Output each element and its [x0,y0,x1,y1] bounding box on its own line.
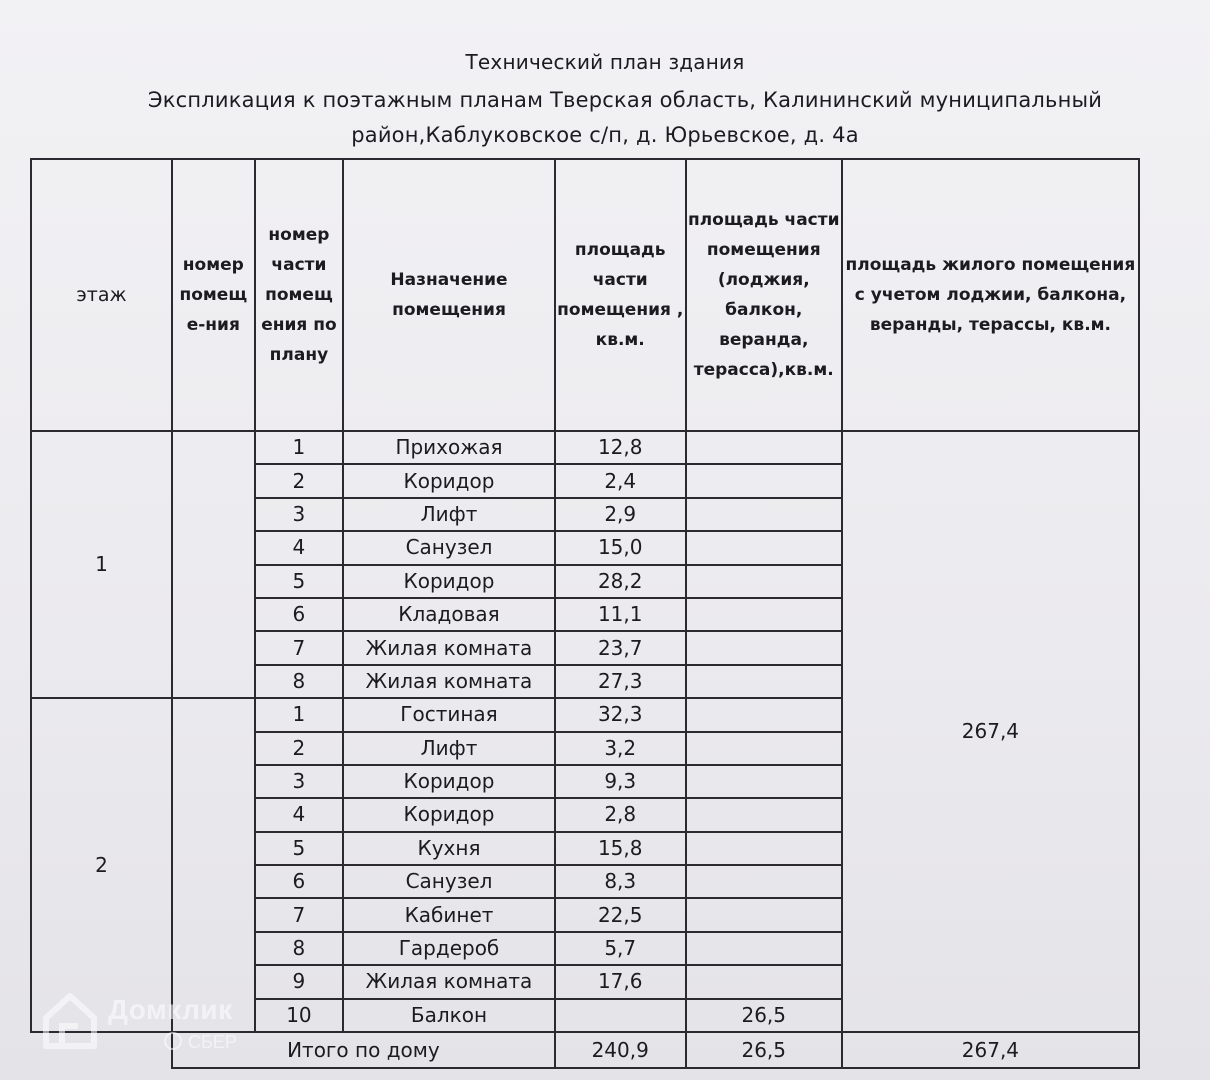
balcony-area-cell [686,865,842,898]
part-area-cell: 22,5 [555,898,686,931]
living-area-total-cell: 267,4 [842,431,1139,1032]
explication-table [30,158,1140,1069]
part-number-cell: 9 [255,965,344,998]
purpose-cell: Коридор [343,565,555,598]
balcony-area-cell [686,464,842,497]
header-room-number: номер помещ е-ния [172,159,255,431]
header-purpose: Назначение помещения [343,159,555,431]
part-number-cell: 5 [255,832,344,865]
part-area-cell: 9,3 [555,765,686,798]
part-area-cell: 5,7 [555,932,686,965]
floor-cell: 1 [31,431,172,698]
part-number-cell: 2 [255,732,344,765]
floor-cell: 2 [31,698,172,1032]
balcony-area-cell [686,932,842,965]
part-number-cell: 2 [255,464,344,497]
totals-living: 267,4 [842,1032,1139,1068]
part-number-cell: 8 [255,665,344,698]
part-area-cell: 8,3 [555,865,686,898]
part-area-cell: 27,3 [555,665,686,698]
part-area-cell: 12,8 [555,431,686,464]
purpose-cell: Кабинет [343,898,555,931]
balcony-area-cell [686,598,842,631]
part-area-cell [555,999,686,1032]
part-area-cell: 15,8 [555,832,686,865]
part-number-cell: 8 [255,932,344,965]
room-number-cell [172,698,255,1032]
part-area-cell: 17,6 [555,965,686,998]
sber-logo-icon [164,1032,182,1050]
balcony-area-cell [686,798,842,831]
purpose-cell: Коридор [343,798,555,831]
purpose-cell: Лифт [343,498,555,531]
part-number-cell: 7 [255,898,344,931]
purpose-cell: Жилая комната [343,665,555,698]
table-row [31,431,1139,464]
purpose-cell: Санузел [343,865,555,898]
balcony-area-cell [686,531,842,564]
document-subtitle-line-2: район,Каблуковское с/п, д. Юрьевское, д. 4а [351,123,859,147]
part-area-cell: 15,0 [555,531,686,564]
header-part-number: номер части помещ ения по плану [255,159,344,431]
header-floor: этаж [31,159,172,431]
balcony-area-cell [686,431,842,464]
purpose-cell: Жилая комната [343,631,555,664]
purpose-cell: Жилая комната [343,965,555,998]
part-number-cell: 6 [255,598,344,631]
balcony-area-cell [686,498,842,531]
table-body [31,431,1139,1068]
purpose-cell: Коридор [343,765,555,798]
room-number-cell [172,431,255,698]
part-area-cell: 2,4 [555,464,686,497]
watermark-brand: Домклик [108,994,233,1025]
part-area-cell: 32,3 [555,698,686,731]
part-area-cell: 2,9 [555,498,686,531]
part-number-cell: 4 [255,531,344,564]
balcony-area-cell [686,732,842,765]
part-number-cell: 3 [255,498,344,531]
document-subtitle-line-1: Экспликация к поэтажным планам Тверская область, Калининский муниципальный [147,88,1103,112]
part-number-cell: 4 [255,798,344,831]
totals-area: 240,9 [555,1032,686,1068]
purpose-cell: Коридор [343,464,555,497]
header-part-area: площадь части помещения , кв.м. [555,159,686,431]
balcony-area-cell: 26,5 [686,999,842,1032]
totals-label: Итого по дому [172,1032,555,1068]
part-area-cell: 28,2 [555,565,686,598]
purpose-cell: Санузел [343,531,555,564]
header-balcony-area: площадь части помещения (лоджия, балкон, веранда, терасса),кв.м. [686,159,842,431]
purpose-cell: Гардероб [343,932,555,965]
purpose-cell: Гостиная [343,698,555,731]
purpose-cell: Кухня [343,832,555,865]
part-number-cell: 10 [255,999,344,1032]
balcony-area-cell [686,965,842,998]
part-number-cell: 6 [255,865,344,898]
balcony-area-cell [686,898,842,931]
table-header-row [31,159,1139,431]
balcony-area-cell [686,665,842,698]
document-title: Технический план здания [465,50,745,74]
purpose-cell: Балкон [343,999,555,1032]
domclick-watermark [40,990,280,1060]
house-logo-icon [40,990,100,1050]
part-area-cell: 11,1 [555,598,686,631]
part-number-cell: 5 [255,565,344,598]
part-number-cell: 1 [255,698,344,731]
balcony-area-cell [686,832,842,865]
purpose-cell: Лифт [343,732,555,765]
part-area-cell: 23,7 [555,631,686,664]
part-number-cell: 1 [255,431,344,464]
watermark-sub: СБЕР [188,1032,237,1052]
part-area-cell: 2,8 [555,798,686,831]
part-number-cell: 3 [255,765,344,798]
purpose-cell: Прихожая [343,431,555,464]
balcony-area-cell [686,698,842,731]
purpose-cell: Кладовая [343,598,555,631]
part-number-cell: 7 [255,631,344,664]
part-area-cell: 3,2 [555,732,686,765]
header-living-area: площадь жилого помещения с учетом лоджии, балкона, веранды, терассы, кв.м. [842,159,1139,431]
totals-balcony: 26,5 [686,1032,842,1068]
balcony-area-cell [686,565,842,598]
balcony-area-cell [686,631,842,664]
balcony-area-cell [686,765,842,798]
